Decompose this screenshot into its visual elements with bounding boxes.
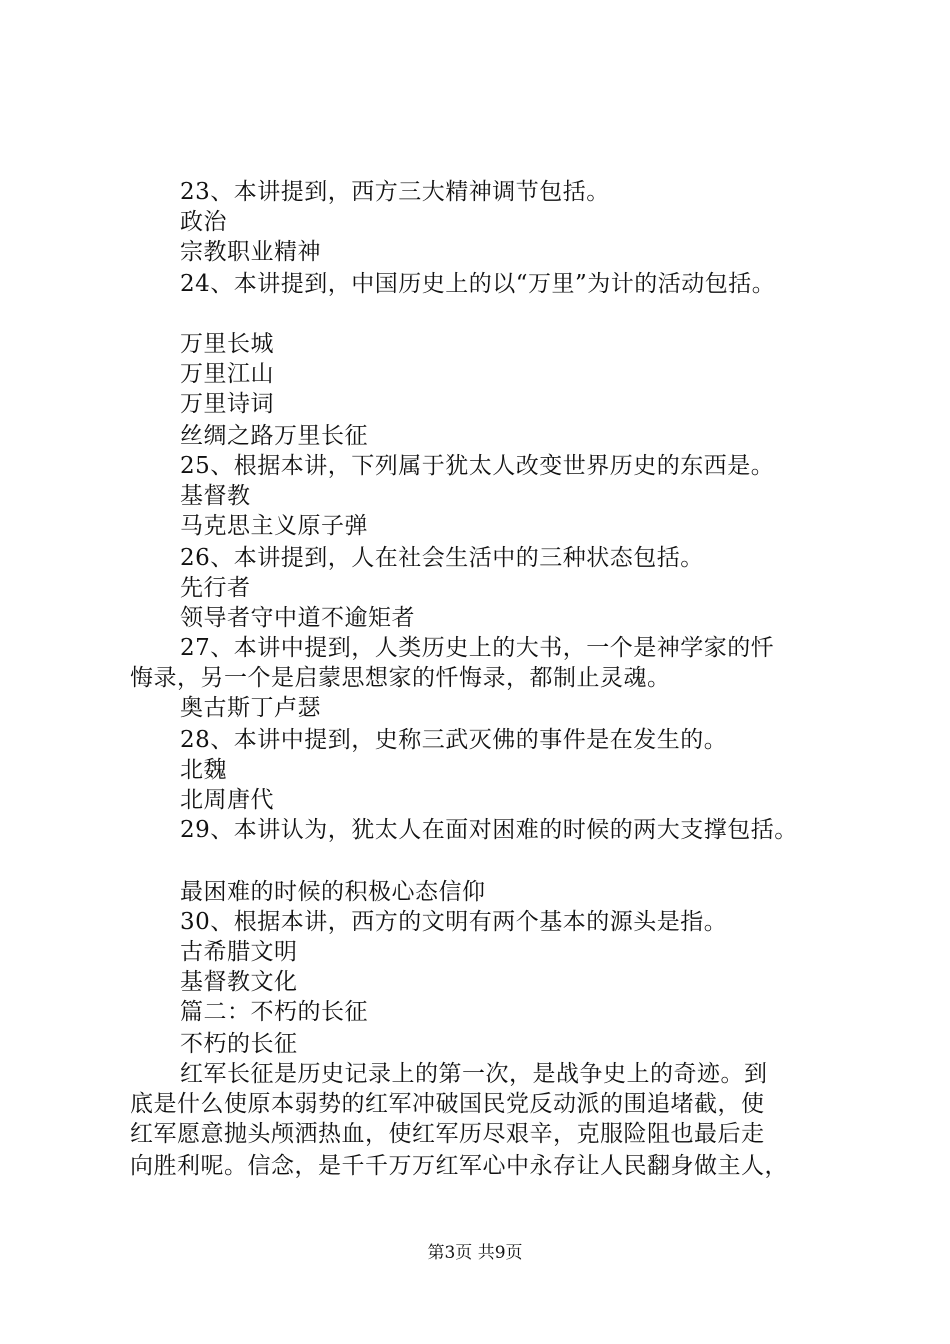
answer-line: 基督教文化 bbox=[180, 969, 298, 995]
answer-line: 最困难的时候的积极心态信仰 bbox=[180, 879, 486, 905]
question-28: 28、本讲中提到，史称三武灭佛的事件是在发生的。 bbox=[180, 727, 728, 753]
answer-line: 万里诗词 bbox=[180, 391, 274, 417]
answer-line: 先行者 bbox=[180, 575, 251, 601]
answer-line: 万里江山 bbox=[180, 361, 274, 387]
answer-line: 北魏 bbox=[180, 757, 227, 783]
question-26: 26、本讲提到，人在社会生活中的三种状态包括。 bbox=[180, 545, 704, 571]
question-27: 27、本讲中提到，人类历史上的大书，一个是神学家的忏 bbox=[180, 635, 775, 661]
question-25: 25、根据本讲，下列属于犹太人改变世界历史的东西是。 bbox=[180, 453, 775, 479]
answer-line: 基督教 bbox=[180, 483, 251, 509]
answer-line: 奥古斯丁卢瑟 bbox=[180, 695, 321, 721]
answer-line: 领导者守中道不逾矩者 bbox=[180, 605, 415, 631]
article-title: 不朽的长征 bbox=[180, 1031, 298, 1057]
page-footer: 第3页 共9页 bbox=[427, 1243, 523, 1263]
answer-line: 古希腊文明 bbox=[180, 939, 298, 965]
question-29: 29、本讲认为，犹太人在面对困难的时候的两大支撑包括。 bbox=[180, 817, 798, 843]
section-heading: 篇二：不朽的长征 bbox=[180, 999, 368, 1025]
body-paragraph-line: 向胜利呢。信念，是千千万万红军心中永存让人民翻身做主人， bbox=[130, 1153, 788, 1179]
answer-line: 马克思主义原子弹 bbox=[180, 513, 368, 539]
answer-line: 万里长城 bbox=[180, 331, 274, 357]
body-paragraph-line: 红军长征是历史记录上的第一次，是战争史上的奇迹。到 bbox=[180, 1061, 768, 1087]
question-24: 24、本讲提到，中国历史上的以“万里”为计的活动包括。 bbox=[180, 271, 776, 297]
body-paragraph-line: 红军愿意抛头颅洒热血，使红军历尽艰辛，克服险阻也最后走 bbox=[130, 1121, 765, 1147]
answer-line: 北周唐代 bbox=[180, 787, 274, 813]
question-23: 23、本讲提到，西方三大精神调节包括。 bbox=[180, 179, 610, 205]
answer-line: 丝绸之路万里长征 bbox=[180, 423, 368, 449]
answer-line: 宗教职业精神 bbox=[180, 239, 321, 265]
question-30: 30、根据本讲，西方的文明有两个基本的源头是指。 bbox=[180, 909, 728, 935]
question-27-continued: 悔录，另一个是启蒙思想家的忏悔录，都制止灵魂。 bbox=[130, 665, 671, 691]
body-paragraph-line: 底是什么使原本弱势的红军冲破国民党反动派的围追堵截，使 bbox=[130, 1091, 765, 1117]
answer-line: 政治 bbox=[180, 209, 227, 235]
